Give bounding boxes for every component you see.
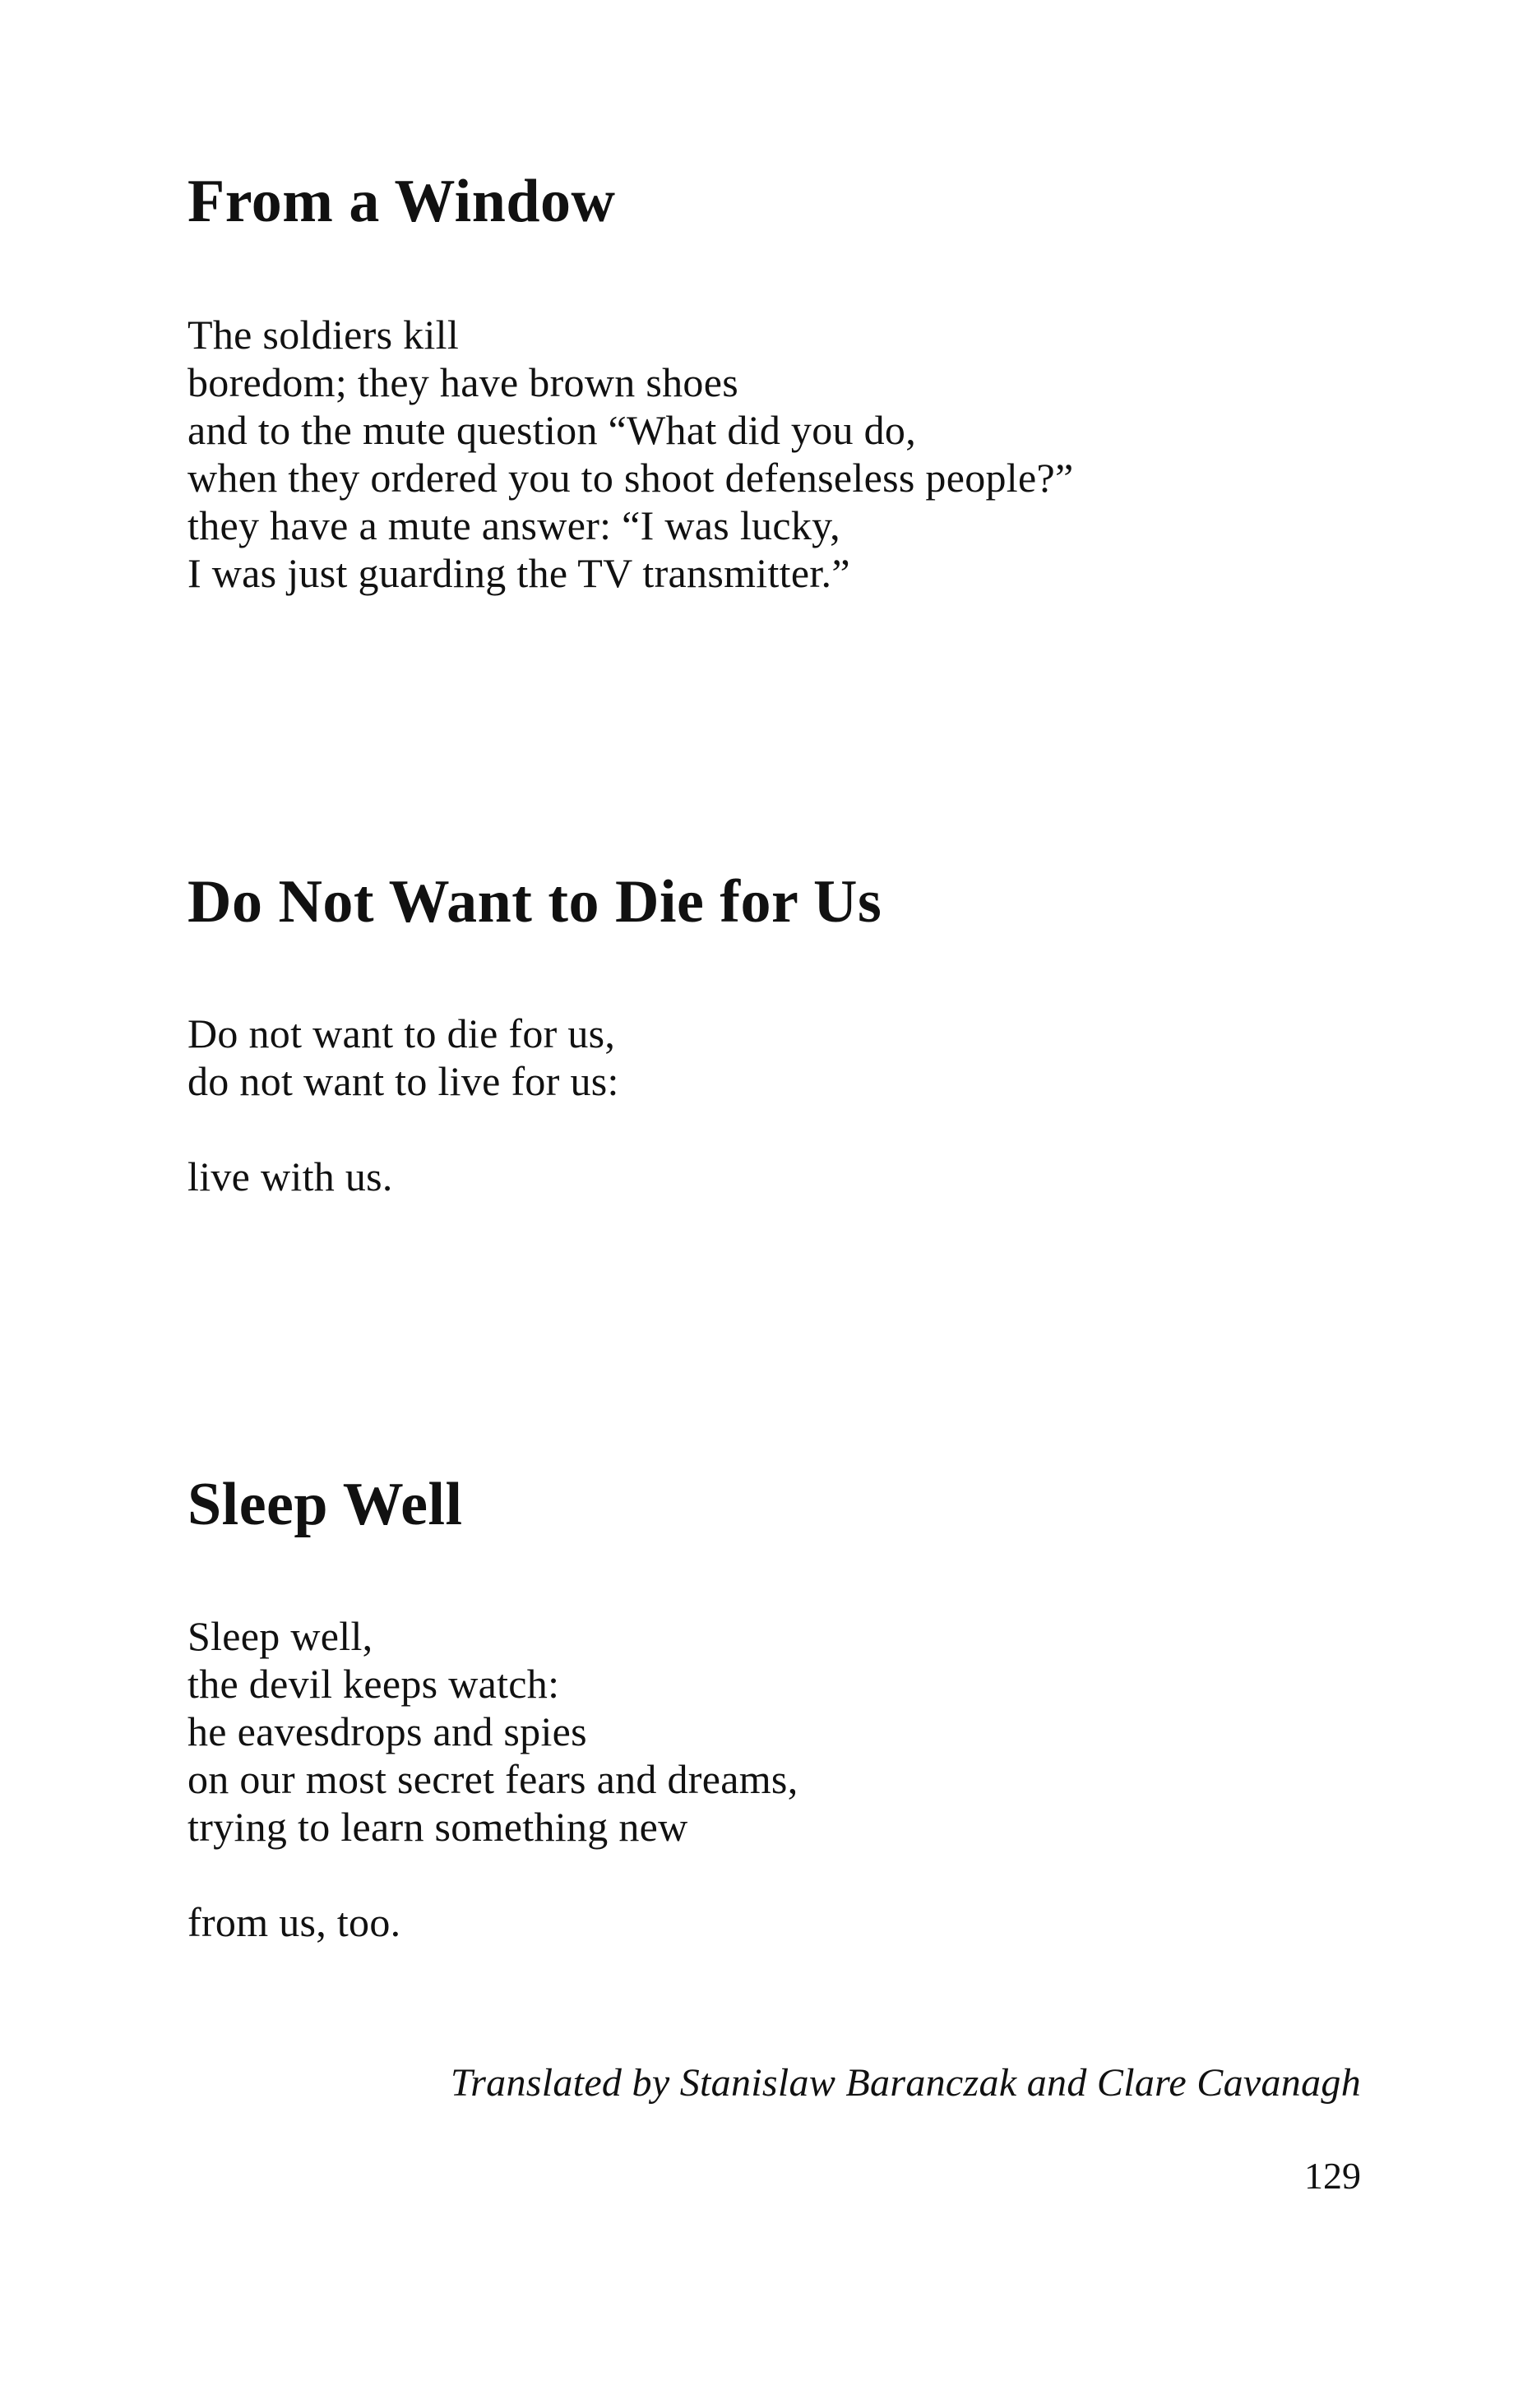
stanza — [187, 1010, 1380, 1105]
poem-line: and to the mute question “What did you do, — [187, 407, 917, 453]
poem-do-not-want-to-die-for-us — [187, 868, 1380, 1200]
poem-title: Do Not Want to Die for Us — [187, 868, 882, 936]
stanza — [187, 1153, 1380, 1200]
poem-line: when they ordered you to shoot defenseless people?” — [187, 455, 1074, 501]
stanza — [187, 1612, 1380, 1851]
stanza — [187, 1898, 1380, 1946]
poem-title: Sleep Well — [187, 1471, 463, 1538]
translator-credit: Translated by Stanislaw Baranczak and Clare Cavanagh — [450, 2061, 1361, 2105]
poem-line: live with us. — [187, 1153, 393, 1199]
poem-line: Do not want to die for us, — [187, 1010, 616, 1056]
poem-line: do not want to live for us: — [187, 1058, 619, 1104]
poem-title: From a Window — [187, 168, 616, 235]
poem-from-a-window — [187, 168, 1380, 597]
poem-line: they have a mute answer: “I was lucky, — [187, 502, 840, 548]
poem-line: The soldiers kill — [187, 312, 460, 358]
poem-line: boredom; they have brown shoes — [187, 359, 738, 405]
poem-line: on our most secret fears and dreams, — [187, 1756, 798, 1802]
poem-line: trying to learn something new — [187, 1804, 688, 1850]
poem-sleep-well — [187, 1471, 1380, 1946]
poem-line: he eavesdrops and spies — [187, 1708, 587, 1754]
poem-line: I was just guarding the TV transmitter.” — [187, 550, 850, 596]
poem-line: from us, too. — [187, 1899, 401, 1945]
poem-line: Sleep well, — [187, 1613, 373, 1659]
stanza — [187, 311, 1380, 597]
page-number: 129 — [1304, 2155, 1361, 2197]
poem-line: the devil keeps watch: — [187, 1661, 560, 1707]
